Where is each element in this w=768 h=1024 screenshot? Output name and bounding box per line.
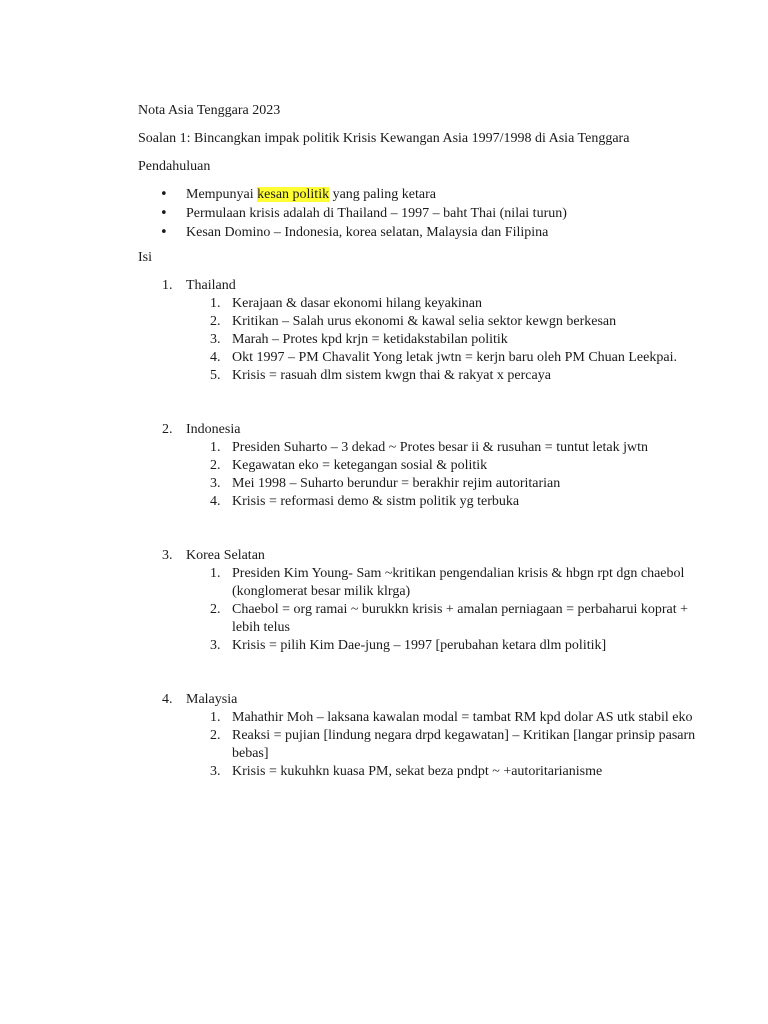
list-item: 2. Chaebol = org ramai ~ burukkn krisis + amalan perniagaan = perbaharui koprat + lebih telus bbox=[210, 602, 689, 635]
list-item: 1. Presiden Kim Young- Sam ~kritikan pengendalian krisis & hbgn rpt dgn chaebol (konglomerat besar milik klrga) bbox=[210, 566, 685, 599]
intro-bullet-2: • Permulaan krisis adalah di Thailand – 1997 – baht Thai (nilai turun) bbox=[138, 205, 698, 223]
list-item: 4. Krisis = reformasi demo & sistm politik yg terbuka bbox=[210, 494, 520, 509]
section-heading: 4. Malaysia bbox=[162, 692, 238, 707]
list-item: 1. Presiden Suharto – 3 dekad ~ Protes besar ii & rusuhan = tuntut letak jwtn bbox=[210, 440, 648, 455]
section-heading: 2. Indonesia bbox=[162, 422, 241, 437]
list-item: 2. Kegawatan eko = ketegangan sosial & politik bbox=[210, 458, 488, 473]
list-item: 2. Kritikan – Salah urus ekonomi & kawal selia sektor kewgn berkesan bbox=[210, 314, 617, 329]
list-item: 3. Krisis = kukuhkn kuasa PM, sekat beza pndpt ~ +autoritarianisme bbox=[210, 764, 603, 779]
list-item: 2. Reaksi = pujian [lindung negara drpd kegawatan] – Kritikan [langar prinsip pasarn bebas] bbox=[210, 728, 696, 761]
list-item: 3. Krisis = pilih Kim Dae-jung – 1997 [perubahan ketara dlm politik] bbox=[210, 638, 607, 653]
list-item: 3. Marah – Protes kpd krjn = ketidakstabilan politik bbox=[210, 332, 508, 347]
section-thailand bbox=[138, 277, 698, 385]
document-body bbox=[138, 102, 698, 781]
list-item: 5. Krisis = rasuah dlm sistem kwgn thai & rakyat x percaya bbox=[210, 368, 551, 383]
list-item: 1. Kerajaan & dasar ekonomi hilang keyakinan bbox=[210, 296, 482, 311]
intro-bullet-3: • Kesan Domino – Indonesia, korea selatan, Malaysia dan Filipina bbox=[138, 224, 698, 242]
highlighted-text: kesan politik bbox=[257, 187, 330, 202]
intro-heading: Pendahuluan bbox=[138, 159, 211, 174]
sub-list bbox=[138, 709, 698, 781]
list-item: 4. Okt 1997 – PM Chavalit Yong letak jwtn = kerjn baru oleh PM Chuan Leekpai. bbox=[210, 350, 677, 365]
intro-bullet-1: • Mempunyai kesan politik yang paling ketara bbox=[138, 186, 698, 204]
list-item: 1. Mahathir Moh – laksana kawalan modal = tambat RM kpd dolar AS utk stabil eko bbox=[210, 710, 693, 725]
list-item: 3. Mei 1998 – Suharto berundur = berakhir rejim autoritarian bbox=[210, 476, 561, 491]
section-heading: 3. Korea Selatan bbox=[162, 548, 265, 563]
sub-list bbox=[138, 565, 698, 655]
section-malaysia bbox=[138, 691, 698, 781]
sub-list bbox=[138, 295, 698, 385]
body-heading: Isi bbox=[138, 250, 152, 265]
section-korea-selatan bbox=[138, 547, 698, 655]
document-title: Nota Asia Tenggara 2023 bbox=[138, 103, 281, 118]
question-text: Soalan 1: Bincangkan impak politik Krisis Kewangan Asia 1997/1998 di Asia Tenggara bbox=[138, 131, 630, 146]
section-indonesia bbox=[138, 421, 698, 511]
section-heading: 1. Thailand bbox=[162, 278, 236, 293]
intro-bullet-list bbox=[138, 186, 698, 242]
sub-list bbox=[138, 439, 698, 511]
